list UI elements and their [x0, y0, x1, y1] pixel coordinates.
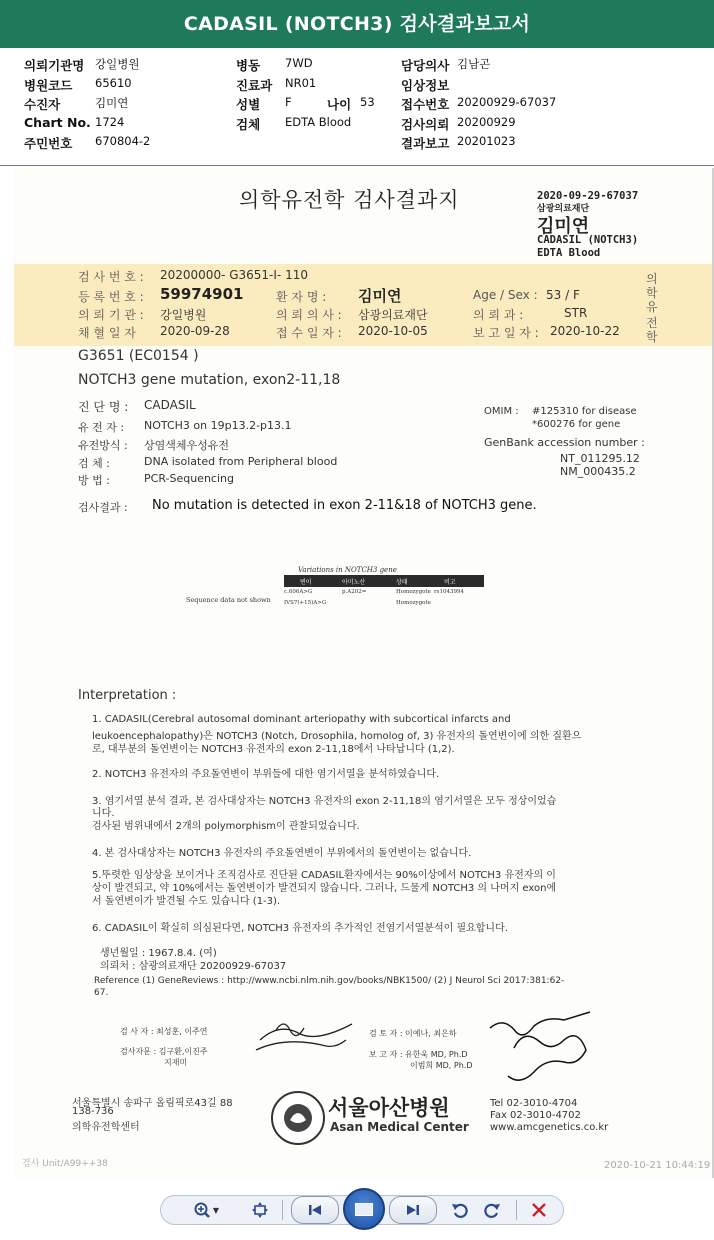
- skip-next-icon: [405, 1203, 421, 1217]
- interpretation-line: 4. 본 검사대상자는 NOTCH3 유전자의 주요돌연변이 부위에서의 돌연변이는 없습니다.: [92, 848, 472, 859]
- field-label: 보 고 일 자 :: [473, 326, 539, 340]
- info-label: 진료과: [236, 78, 273, 93]
- requesting-org: 강일병원: [160, 308, 207, 322]
- omim-disease: #125310 for disease: [532, 406, 637, 417]
- info-label: 검사의뢰: [401, 117, 450, 132]
- info-value: 7WD: [285, 56, 313, 70]
- info-value: 20201023: [457, 134, 516, 148]
- table-header: [284, 575, 484, 587]
- table-side-note: Sequence data not shown: [186, 596, 271, 604]
- close-icon: [531, 1202, 547, 1218]
- collection-date: 2020-09-28: [160, 324, 230, 338]
- patient-name: 김미연: [358, 287, 402, 305]
- interpretation-line: 상이 발견되고, 약 10%에서는 돌연변이가 발견되지 않습니다. 그러나, 드물게 NOTCH3 의 나머지 exon에: [92, 883, 557, 894]
- age-sex: 53 / F: [546, 288, 580, 302]
- info-value: 강일병원: [95, 57, 140, 71]
- document-title: 의학유전학 검사결과지: [239, 188, 460, 212]
- rotate-left-button[interactable]: [449, 1196, 471, 1224]
- field-label: 방 법 :: [78, 474, 110, 487]
- slideshow-icon: [355, 1203, 373, 1216]
- info-label: Chart No.: [24, 115, 91, 130]
- interpretation-line: 니다.: [92, 808, 115, 819]
- field-label: 유 전 자 :: [78, 421, 125, 434]
- field-label: 검 체 :: [78, 457, 110, 470]
- info-value: 65610: [95, 76, 132, 90]
- contact-line: www.amcgenetics.co.kr: [490, 1122, 609, 1133]
- reference: Reference (1) GeneReviews : http://www.ncbi.nlm.nih.gov/books/NBK1500/ (2) J Neurol Sci 2017:381:62-: [94, 976, 565, 986]
- table-row: [284, 598, 484, 609]
- table-cell: rs1043994: [434, 589, 464, 595]
- field-label: 유전방식 :: [78, 439, 128, 452]
- field-label: 채 혈 일 자: [78, 326, 136, 340]
- table-cell: Homozygote: [396, 589, 431, 595]
- interpretation-line: 6. CADASIL이 확실히 의심된다면, NOTCH3 유전자의 추가적인 전염기서열분석이 필요합니다.: [92, 923, 508, 934]
- info-value: 20200929-67037: [457, 95, 557, 109]
- table-cell: IVS7(+15)A>G: [284, 600, 327, 606]
- reporter-label: 이범희 MD, Ph.D: [410, 1061, 473, 1070]
- column-header: 상태: [396, 579, 408, 586]
- interpretation-line: leukoencephalopathy)은 NOTCH3 (Notch, Drosophila, homolog of, 3) 유전자의 돌연변이에 의한 질환으: [92, 731, 582, 742]
- report-title: CADASIL (NOTCH3) 검사결과보고서: [0, 0, 714, 48]
- delete-button[interactable]: [527, 1196, 551, 1224]
- info-label: 담당의사: [401, 58, 450, 73]
- diagnosis: CADASIL: [144, 398, 196, 412]
- info-value: 670804-2: [95, 134, 151, 148]
- requester: 의뢰처 : 삼광의료재단 20200929-67037: [100, 961, 287, 972]
- genbank-id: NM_000435.2: [560, 465, 636, 478]
- field-label: 환 자 명 :: [276, 290, 327, 304]
- column-header: 아미노산: [342, 579, 366, 586]
- interpretation-line: 로, 대부분의 돌연변이는 NOTCH3 유전자의 exon 2-11,18에서 나타납니다 (1,2).: [92, 744, 455, 755]
- previous-button[interactable]: [291, 1196, 339, 1224]
- table-row: [284, 587, 484, 598]
- field-label: 의 뢰 의 사 :: [276, 308, 342, 322]
- interpretation-line: 검사된 범위내에서 2개의 polymorphism이 관찰되었습니다.: [92, 821, 360, 832]
- info-value: 김미연: [95, 96, 129, 110]
- divider: [0, 165, 714, 166]
- foundation-seal-icon: [270, 1090, 326, 1146]
- rotate-cw-icon: [483, 1201, 501, 1219]
- interpretation-line: 서 돌연변이가 발견될 수도 있습니다 (1-3).: [92, 896, 281, 907]
- stamp-org: 삼광의료재단: [537, 204, 590, 214]
- scanned-report-image: [14, 168, 712, 1178]
- interpretation-line: 5.뚜렷한 임상상을 보이거나 조직검사로 진단된 CADASIL환자에서는 90%이상에서 NOTCH3 유전자의 이: [92, 870, 556, 881]
- image-viewer-toolbar: [0, 1178, 714, 1240]
- address-line: 138-736: [72, 1106, 114, 1117]
- fit-page-button[interactable]: [246, 1196, 274, 1224]
- info-label: 주민번호: [24, 136, 73, 151]
- field-label: Age / Sex :: [473, 288, 538, 302]
- test-number: 20200000- G3651-I- 110: [160, 268, 308, 282]
- advisor-label: 검사자문 : 김구환,이진주: [120, 1047, 208, 1056]
- zoom-in-icon: [193, 1201, 211, 1219]
- info-label: 나이: [327, 97, 352, 112]
- field-label: 접 수 일 자 :: [276, 326, 342, 340]
- omim-gene: *600276 for gene: [532, 419, 621, 430]
- stamp-specimen: EDTA Blood: [537, 247, 601, 259]
- info-label: 결과보고: [401, 136, 450, 151]
- test-code: G3651 (EC0154 ): [78, 348, 199, 364]
- zoom-in-button[interactable]: [188, 1196, 224, 1224]
- interpretation-line: 1. CADASIL(Cerebral autosomal dominant arteriopathy with subcortical infarcts and: [92, 714, 511, 725]
- info-label: 수진자: [24, 97, 61, 112]
- fit-page-icon: [251, 1201, 269, 1219]
- table-cell: p.A202=: [342, 589, 367, 595]
- info-label: 병동: [236, 58, 261, 73]
- next-button[interactable]: [389, 1196, 437, 1224]
- skip-previous-icon: [307, 1203, 323, 1217]
- rotate-ccw-icon: [451, 1201, 469, 1219]
- signature: [484, 1008, 604, 1086]
- field-label: 검 사 번 호 :: [78, 270, 144, 284]
- interpretation-line: 2. NOTCH3 유전자의 주요돌연변이 부위들에 대한 염기서열을 분석하였습니다.: [92, 769, 440, 780]
- hospital-name-en: Asan Medical Center: [330, 1120, 469, 1134]
- table-caption: Variations in NOTCH3 gene: [298, 566, 397, 574]
- advisor-label: 지재미: [164, 1058, 188, 1067]
- info-value: F: [285, 95, 292, 109]
- info-value: 김남곤: [457, 57, 491, 71]
- field-label: GenBank accession number :: [484, 436, 645, 449]
- info-label: 병원코드: [24, 78, 73, 93]
- info-label: 의뢰기관명: [24, 58, 85, 73]
- interpretation-title: Interpretation :: [78, 688, 177, 703]
- info-label: 임상정보: [401, 78, 450, 93]
- registration-number: 59974901: [160, 285, 244, 303]
- footer-timestamp: 2020-10-21 10:44:19: [604, 1160, 711, 1171]
- table-cell: c.606A>G: [284, 589, 313, 595]
- reference: 67.: [94, 988, 109, 998]
- patient-info-panel: [0, 48, 714, 166]
- reporter-label: 보 고 자 : 유한욱 MD, Ph.D: [369, 1050, 468, 1059]
- info-value: EDTA Blood: [285, 115, 352, 129]
- column-header: 비고: [444, 579, 456, 586]
- test-result: No mutation is detected in exon 2-11&18 of NOTCH3 gene.: [152, 498, 537, 513]
- birth-date: 생년월일 : 1967.8.4. (여): [100, 948, 217, 959]
- interpretation-line: 3. 염기서열 분석 결과, 본 검사대상자는 NOTCH3 유전자의 exon 2-11,18의 염기서열은 모두 정상이었습: [92, 796, 557, 807]
- side-text: 의: [646, 272, 658, 286]
- slideshow-button[interactable]: [343, 1188, 385, 1230]
- receipt-date: 2020-10-05: [358, 324, 428, 338]
- genbank-id: NT_011295.12: [560, 452, 640, 465]
- tester-label: 검 사 자 : 최성훈, 이주연: [120, 1027, 208, 1036]
- field-label: 등 록 번 호 :: [78, 290, 144, 304]
- info-value: 1724: [95, 115, 125, 129]
- variation-table: [284, 566, 484, 609]
- requesting-doctor: 삼광의료재단: [358, 308, 428, 322]
- table-cell: Homozygote: [396, 600, 431, 606]
- side-text: 전: [646, 316, 658, 330]
- field-label: 의 뢰 과 :: [473, 308, 524, 322]
- report-header-band: [14, 264, 712, 346]
- side-text: 유: [646, 300, 658, 314]
- address-line: 서울특별시 송파구 올림픽로43길 88: [72, 1098, 233, 1109]
- divider: [516, 1200, 517, 1220]
- specimen: DNA isolated from Peripheral blood: [144, 455, 338, 468]
- inheritance: 상염색체우성유전: [144, 439, 230, 452]
- stamp-test: CADASIL (NOTCH3): [537, 234, 639, 246]
- info-value: 20200929: [457, 115, 516, 129]
- chevron-down-icon: ▼: [212, 1205, 220, 1215]
- field-label: OMIM :: [484, 406, 519, 417]
- hospital-name-kr: 서울아산병원: [328, 1096, 450, 1120]
- report-date: 2020-10-22: [550, 324, 620, 338]
- side-text: 학: [646, 286, 658, 300]
- rotate-right-button[interactable]: [481, 1196, 503, 1224]
- reviewer-label: 검 토 자 : 이예나, 최은하: [369, 1029, 457, 1038]
- divider: [282, 1200, 283, 1220]
- field-label: 진 단 명 :: [78, 400, 129, 414]
- footer-left: 검사 Unit/A99++38: [22, 1159, 108, 1169]
- gene: NOTCH3 on 19p13.2-p13.1: [144, 419, 292, 432]
- contact-line: Fax 02-3010-4702: [490, 1110, 581, 1121]
- address-line: 의학유전학센터: [72, 1122, 140, 1133]
- contact-line: Tel 02-3010-4704: [490, 1098, 578, 1109]
- info-label: 성별: [236, 97, 261, 112]
- side-text: 학: [646, 330, 658, 344]
- method: PCR-Sequencing: [144, 472, 234, 485]
- signature: [236, 1008, 356, 1056]
- info-value: 53: [360, 95, 375, 109]
- stamp-number: 2020-09-29-67037: [537, 190, 639, 202]
- test-name: NOTCH3 gene mutation, exon2-11,18: [78, 372, 341, 388]
- info-value: NR01: [285, 76, 317, 90]
- column-header: 변이: [300, 579, 312, 586]
- department: STR: [564, 306, 588, 320]
- stamp-name: 김미연: [537, 216, 590, 237]
- info-label: 검체: [236, 117, 261, 132]
- field-label: 검사결과 :: [78, 501, 128, 514]
- field-label: 의 뢰 기 관 :: [78, 308, 144, 322]
- info-label: 접수번호: [401, 97, 450, 112]
